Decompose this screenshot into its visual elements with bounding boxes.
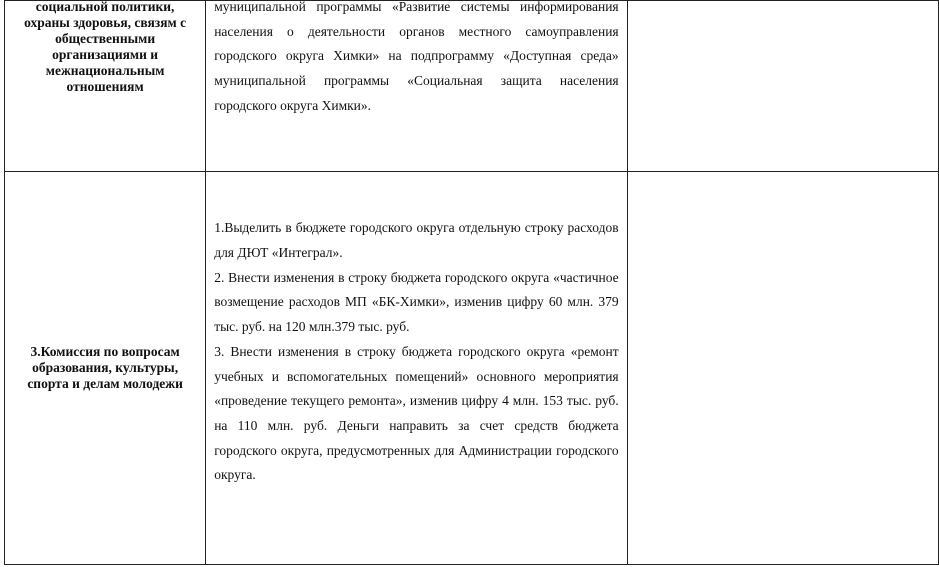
proposal-text	[206, 0, 626, 119]
committee-cell	[5, 172, 206, 565]
table-row	[5, 172, 939, 565]
notes-cell	[627, 1, 938, 172]
proposal-paragraph: 1.Выделить в бюджете городского округа отдельную строку расходов для ДЮТ «Интеграл».	[214, 220, 619, 260]
proposal-cell	[206, 172, 627, 565]
proposal-cell	[206, 1, 627, 172]
committee-name: социальной политики, охраны здоровья, связям с общественными организациями и межнациональным отношениям	[24, 0, 187, 94]
committee-cell	[5, 1, 206, 172]
table-row	[5, 1, 939, 172]
proposal-text	[206, 172, 626, 488]
committee-name: 3.Комиссия по вопросам образования, культуры, спорта и делам молодежи	[27, 344, 183, 392]
proposal-paragraph: 3. Внести изменения в строку бюджета городского округа «ремонт учебных и вспомогательных помещений» основного мероприятия «проведение текущего ремонта», изменив цифру 4 млн. 153 тыс. руб. на 110 млн. руб. Деньги направить за счет средств бюджета городского округа, предусмотренных для Администрации городского округа.	[214, 343, 619, 483]
proposals-table	[4, 0, 939, 565]
proposal-paragraph: 2. Внести изменения в строку бюджета городского округа «частичное возмещение расходов МП «БК-Химки», изменив цифру 60 млн. 379 тыс. руб. на 120 млн.379 тыс. руб.	[214, 269, 619, 335]
notes-cell	[627, 172, 938, 565]
proposal-paragraph: муниципальной программы «Развитие системы информирования населения о деятельности органов местного самоуправления городского округа Химки» на подпрограмму «Доступная среда» муниципальной программы «Социальная защита населения городского округа Химки».	[214, 0, 619, 113]
